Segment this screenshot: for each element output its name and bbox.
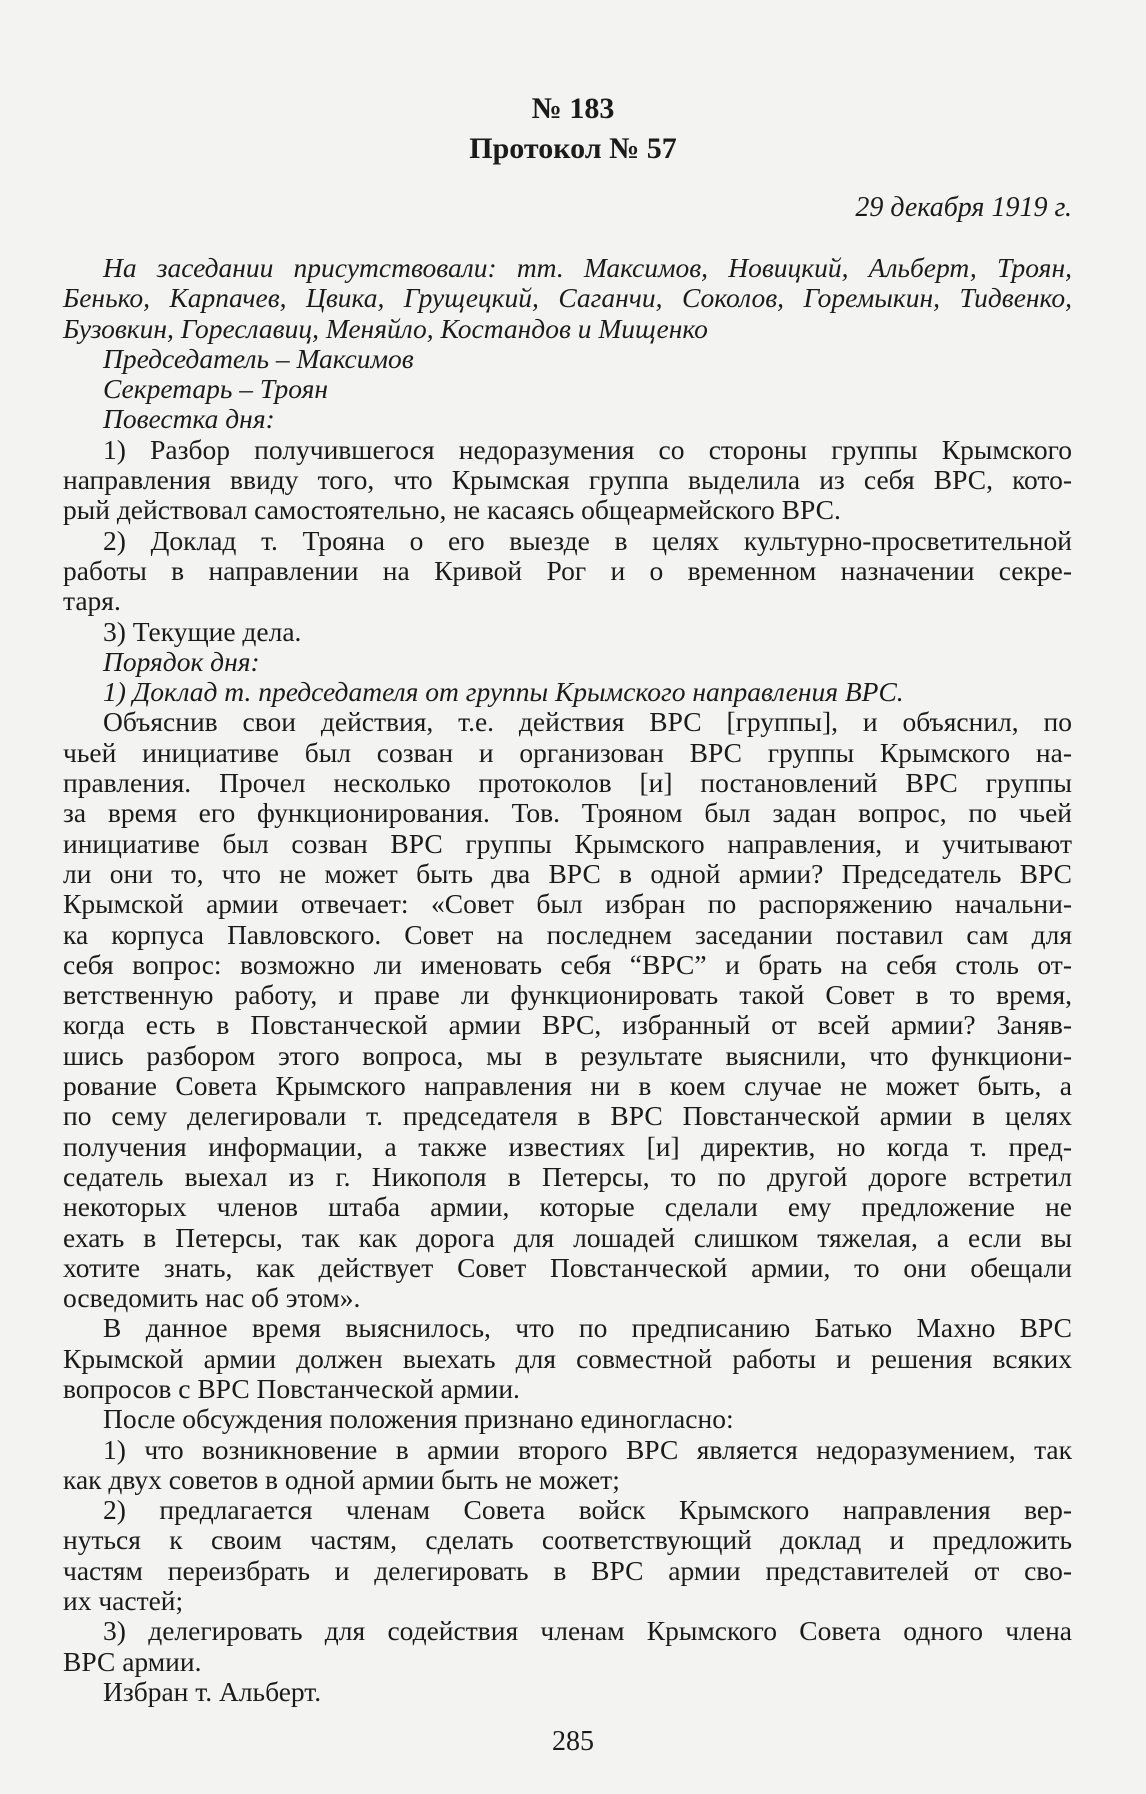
text-line: ВРС армии. — [63, 1645, 202, 1677]
document-number: № 183 — [531, 92, 615, 125]
text-line: ка корпуса Павловского. Совет на последнем заседании поставил сам для — [63, 918, 1072, 950]
text-line: 2) предлагается членам Совета войск Крымского направления вер- — [103, 1494, 1072, 1526]
text-line: 1) что возникновение в армии второго ВРС является недоразумением, так — [103, 1433, 1072, 1465]
page-number: 285 — [552, 1726, 594, 1757]
paragraph — [63, 677, 1072, 707]
paragraph — [63, 526, 1072, 617]
text-line: работы в направлении на Кривой Рог и о временном назначении секре- — [63, 554, 1072, 586]
text-line: Секретарь – Троян — [103, 373, 329, 405]
text-line: хотите знать, как действует Совет Повстанческой армии, то они обещали — [63, 1251, 1072, 1283]
text-line: получения информации, а также известиях [и] директив, но когда т. пред- — [63, 1130, 1072, 1162]
text-line: правления. Прочел несколько протоколов [и] постановлений ВРС группы — [63, 767, 1072, 799]
paragraph — [63, 647, 1072, 677]
document-date: 29 декабря 1919 г. — [855, 192, 1072, 223]
text-line: их частей; — [63, 1585, 184, 1617]
paragraph — [63, 1404, 1072, 1434]
text-line: Бузовкин, Гореславиц, Меняйло, Костандов и Мищенко — [63, 312, 708, 344]
text-line: 3) Текущие дела. — [103, 615, 302, 647]
text-line: по сему делегировали т. председателя в ВРС Повстанческой армии в целях — [63, 1100, 1072, 1132]
text-line: На заседании присутствовали: тт. Максимов, Новицкий, Альберт, Троян, — [103, 252, 1072, 283]
paragraph — [63, 707, 1072, 1313]
text-line: ветственную работу, и праве ли функционировать такой Совет в то время, — [63, 979, 1072, 1011]
text-line: рый действовал самостоятельно, не касаясь общеармейского ВРС. — [63, 494, 841, 526]
text-line: за время его функционирования. Тов. Трояном был задан вопрос, по чьей — [63, 797, 1072, 829]
text-line: направления ввиду того, что Крымская группа выделила из себя ВРС, кото- — [63, 464, 1072, 496]
text-line: Объяснив свои действия, т.е. действия ВРС [группы], и объяснил, по — [103, 706, 1072, 738]
text-line: осведомить нас об этом». — [63, 1282, 361, 1314]
text-line: Председатель – Максимов — [103, 342, 414, 374]
text-line: седатель выехал из г. Никополя в Петерсы, то по другой дороге встретил — [63, 1160, 1072, 1192]
paragraph — [63, 1313, 1072, 1404]
text-line: когда есть в Повстанческой армии ВРС, избранный от всей армии? Заняв- — [63, 1009, 1072, 1041]
text-line: Бенько, Карпачев, Цвика, Грущецкий, Саганчи, Соколов, Горемыкин, Тидвенко, — [63, 282, 1072, 314]
text-line: 1) Разбор получившегося недоразумения со стороны группы Крымского — [103, 433, 1072, 465]
text-line: 3) делегировать для содействия членам Крымского Совета одного члена — [103, 1615, 1072, 1647]
document-body — [63, 253, 1072, 1707]
text-line: 1) Доклад т. председателя от группы Крымского направления ВРС. — [103, 676, 904, 708]
text-line: частям переизбрать и делегировать в ВРС армии представителей от сво- — [63, 1554, 1072, 1586]
paragraph — [63, 1435, 1072, 1496]
text-line: ехать в Петерсы, так как дорога для лошадей слишком тяжелая, а если вы — [63, 1221, 1072, 1253]
text-line: рование Совета Крымского направления ни в коем случае не может быть, а — [63, 1070, 1072, 1102]
text-line: В данное время выяснилось, что по предписанию Батько Махно ВРС — [103, 1312, 1072, 1344]
text-line: некоторых членов штаба армии, которые сделали ему предложение не — [63, 1191, 1072, 1223]
paragraph — [63, 1616, 1072, 1677]
paragraph — [63, 374, 1072, 404]
text-line: чьей инициативе был созван и организован ВРС группы Крымского на- — [63, 736, 1072, 768]
text-line: ли они то, что не может быть два ВРС в одной армии? Председатель ВРС — [63, 857, 1072, 889]
text-line: 2) Доклад т. Трояна о его выезде в целях культурно-просветительной — [103, 524, 1072, 556]
text-line: себя вопрос: возможно ли именовать себя “ВРС” и брать на себя столь от- — [63, 948, 1072, 980]
text-line: После обсуждения положения признано единогласно: — [103, 1403, 734, 1435]
text-line: Крымской армии отвечает: «Совет был избран по распоряжению начальни- — [63, 888, 1072, 920]
protocol-title: Протокол № 57 — [469, 132, 677, 165]
text-line: Повестка дня: — [103, 403, 275, 435]
paragraph — [63, 253, 1072, 344]
paragraph — [63, 1495, 1072, 1616]
text-line: Избран т. Альберт. — [103, 1675, 322, 1707]
text-line: вопросов с ВРС Повстанческой армии. — [63, 1372, 520, 1404]
text-line: таря. — [63, 585, 121, 617]
text-line: шись разбором этого вопроса, мы в результате выяснили, что функциони- — [63, 1039, 1072, 1071]
text-line: Крымской армии должен выехать для совместной работы и решения всяких — [63, 1342, 1072, 1374]
paragraph — [63, 435, 1072, 526]
text-line: как двух советов в одной армии быть не может; — [63, 1463, 620, 1495]
paragraph — [63, 617, 1072, 647]
paragraph — [63, 404, 1072, 434]
paragraph — [63, 1677, 1072, 1707]
text-line: нуться к своим частям, сделать соответствующий доклад и предложить — [63, 1524, 1072, 1556]
text-line: Порядок дня: — [103, 645, 260, 677]
paragraph — [63, 344, 1072, 374]
text-line: инициативе был созван ВРС группы Крымского направления, и учитывают — [63, 827, 1072, 859]
